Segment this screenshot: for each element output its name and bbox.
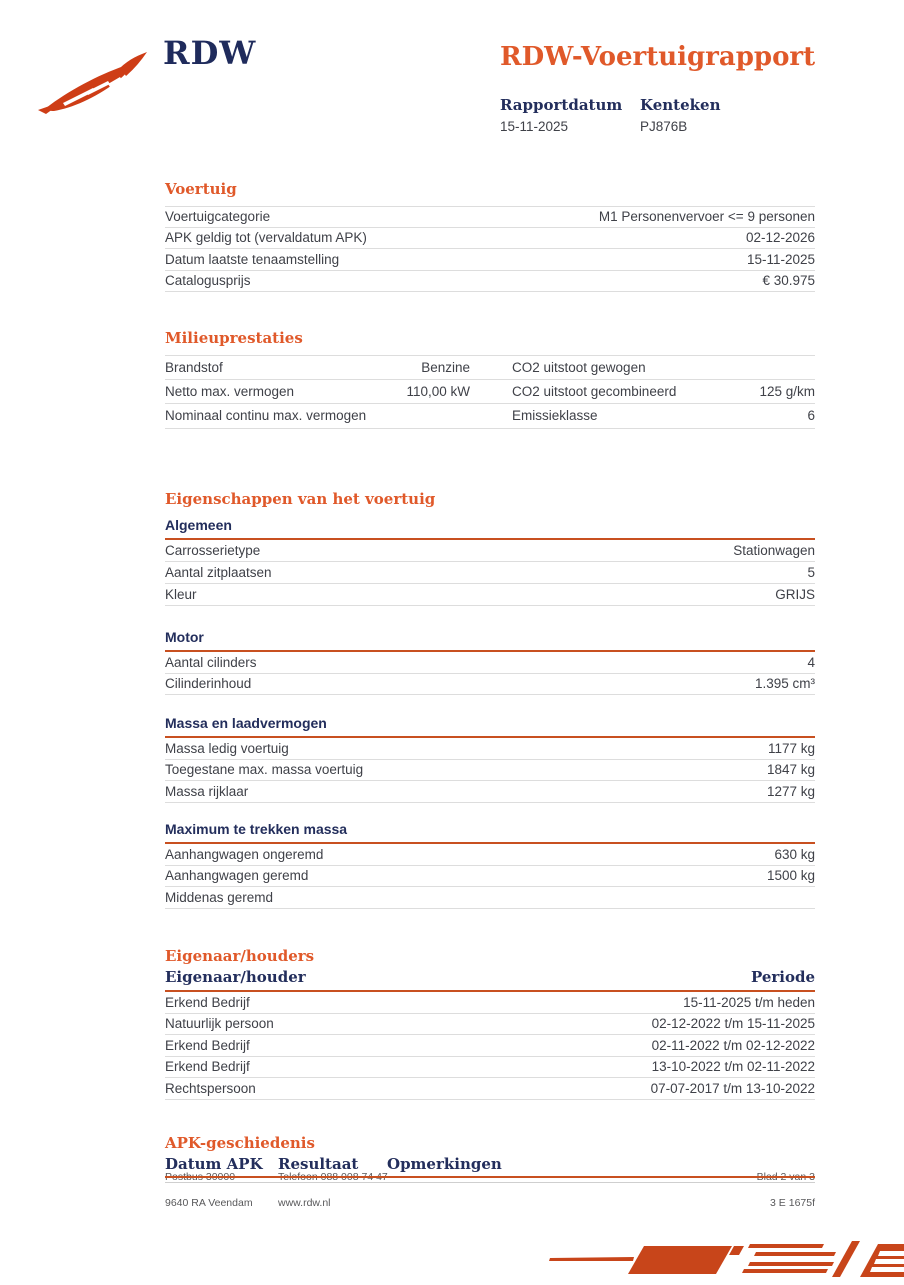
footer-doc-code: 3 E 1675f	[770, 1197, 815, 1209]
row-value: € 30.975	[762, 273, 815, 289]
table-row	[165, 271, 815, 293]
row-label: Aanhangwagen ongeremd	[165, 846, 324, 862]
table-row	[165, 540, 815, 562]
row-label: Massa rijklaar	[165, 783, 249, 799]
section-eigenaar-houders	[165, 947, 815, 1100]
row-value: 630 kg	[774, 846, 815, 862]
row-value-left: Benzine	[421, 359, 470, 375]
table-row	[165, 738, 815, 760]
table-row	[165, 1014, 815, 1036]
row-label-right: CO2 uitstoot gewogen	[512, 359, 646, 375]
section-title: APK-geschiedenis	[165, 1134, 315, 1152]
rapportdatum-label: Rapportdatum	[500, 96, 623, 114]
row-label-right: Emissieklasse	[512, 408, 598, 424]
row-label: Aantal zitplaatsen	[165, 565, 272, 580]
subsection-trekken	[165, 821, 815, 909]
row-value: 15-11-2025	[746, 251, 815, 267]
table-row	[165, 562, 815, 584]
row-value: Stationwagen	[733, 543, 815, 558]
section-title: Eigenschappen van het voertuig	[165, 490, 436, 508]
row-label: Erkend Bedrijf	[165, 1037, 250, 1053]
row-value-right: 125 g/km	[759, 383, 815, 399]
table-row	[165, 652, 815, 674]
logo-wordmark: RDW	[163, 34, 257, 72]
footer-website: www.rdw.nl	[278, 1197, 331, 1209]
row-label: Rechtspersoon	[165, 1080, 256, 1096]
rapportdatum-block	[500, 96, 640, 134]
row-value: 1847 kg	[766, 762, 815, 778]
row-value: 02-11-2022 t/m 02-12-2022	[651, 1037, 815, 1053]
table-row	[165, 1035, 815, 1057]
row-label: Toegestane max. massa voertuig	[165, 762, 364, 778]
row-label: Carrosserietype	[165, 543, 261, 558]
table-row	[165, 844, 815, 866]
table-row	[165, 992, 815, 1014]
row-value: 1277 kg	[766, 783, 815, 799]
subsection-title: Motor	[165, 629, 815, 652]
report-meta	[500, 96, 720, 134]
row-value: 02-12-2026	[745, 230, 815, 246]
subsection-motor	[165, 629, 815, 695]
table-row	[165, 674, 815, 696]
table-row	[165, 404, 815, 429]
row-label: Aanhangwagen geremd	[165, 868, 309, 884]
row-label: Aantal cilinders	[165, 654, 257, 670]
section-title: Eigenaar/houders	[165, 947, 315, 965]
column-header-eigenaar: Eigenaar/houder	[165, 968, 306, 986]
row-label: Natuurlijk persoon	[165, 1016, 274, 1032]
table-row	[165, 887, 815, 909]
table-row	[165, 228, 815, 250]
kenteken-label: Kenteken	[640, 96, 721, 114]
footer-address-line2: 9640 RA Veendam	[165, 1197, 253, 1209]
section-title: Voertuig	[165, 180, 237, 198]
footer-row-2	[165, 1197, 815, 1209]
row-value: 15-11-2025 t/m heden	[683, 994, 815, 1010]
kenteken-value: PJ876B	[640, 119, 688, 134]
column-header-datum-apk: Datum APK	[165, 1155, 263, 1173]
row-value: 4	[807, 654, 815, 670]
row-label: Erkend Bedrijf	[165, 994, 250, 1010]
row-value: 5	[807, 565, 815, 580]
subsection-title: Maximum te trekken massa	[165, 821, 815, 844]
page-title: RDW-Voertuigrapport	[500, 42, 816, 72]
row-label: Cilinderinhoud	[165, 676, 252, 692]
table-row	[165, 781, 815, 803]
row-label: Erkend Bedrijf	[165, 1059, 250, 1075]
row-value: 1.395 cm³	[754, 676, 815, 692]
row-label-left: Nominaal continu max. vermogen	[165, 408, 367, 424]
subsection-title: Algemeen	[165, 517, 815, 540]
rapportdatum-value: 15-11-2025	[500, 119, 569, 134]
table-row	[165, 1057, 815, 1079]
kenteken-block	[640, 96, 720, 134]
row-value: 13-10-2022 t/m 02-11-2022	[651, 1059, 815, 1075]
row-label: Massa ledig voertuig	[165, 740, 289, 756]
column-header-periode: Periode	[750, 968, 815, 986]
row-value: 1177 kg	[767, 740, 815, 756]
rdw-feather-logo-icon	[36, 50, 148, 121]
table-row	[165, 380, 815, 405]
table-row	[165, 1078, 815, 1100]
table-row	[165, 355, 815, 380]
section-eigenschappen-title	[165, 490, 815, 508]
row-label-right: CO2 uitstoot gecombineerd	[512, 383, 677, 399]
row-label-left: Netto max. vermogen	[165, 383, 295, 399]
table-row	[165, 249, 815, 271]
row-value: 07-07-2017 t/m 13-10-2022	[650, 1080, 815, 1096]
subsection-massa	[165, 715, 815, 803]
section-voertuig	[165, 180, 815, 292]
row-label: Kleur	[165, 587, 197, 602]
row-label: Datum laatste tenaamstelling	[165, 251, 340, 267]
row-value: 1500 kg	[766, 868, 815, 884]
row-value-right: 6	[807, 408, 815, 424]
section-title: Milieuprestaties	[165, 329, 303, 347]
row-value-left: 110,00 kW	[406, 383, 470, 399]
row-value: M1 Personenvervoer <= 9 personen	[598, 209, 815, 225]
table-row	[165, 584, 815, 606]
row-label: Catalogusprijs	[165, 273, 251, 289]
column-header-opmerkingen: Opmerkingen	[387, 1155, 502, 1173]
apk-row-separator	[165, 1182, 815, 1183]
table-row	[165, 760, 815, 782]
section-milieuprestaties	[165, 329, 815, 429]
row-label: Middenas geremd	[165, 889, 274, 905]
row-label: APK geldig tot (vervaldatum APK)	[165, 230, 367, 246]
row-value: 02-12-2022 t/m 15-11-2025	[651, 1016, 815, 1032]
section-apk-geschiedenis	[165, 1134, 815, 1173]
table-row	[165, 866, 815, 888]
speed-stripes-graphic-icon	[536, 1237, 904, 1285]
row-label: Voertuigcategorie	[165, 209, 271, 225]
table-header-row	[165, 968, 815, 992]
column-header-resultaat: Resultaat	[278, 1155, 359, 1173]
subsection-title: Massa en laadvermogen	[165, 715, 815, 738]
row-value: GRIJS	[775, 587, 815, 602]
row-label-left: Brandstof	[165, 359, 223, 375]
apk-header-underline	[165, 1176, 815, 1178]
subsection-algemeen	[165, 517, 815, 606]
table-row	[165, 206, 815, 228]
